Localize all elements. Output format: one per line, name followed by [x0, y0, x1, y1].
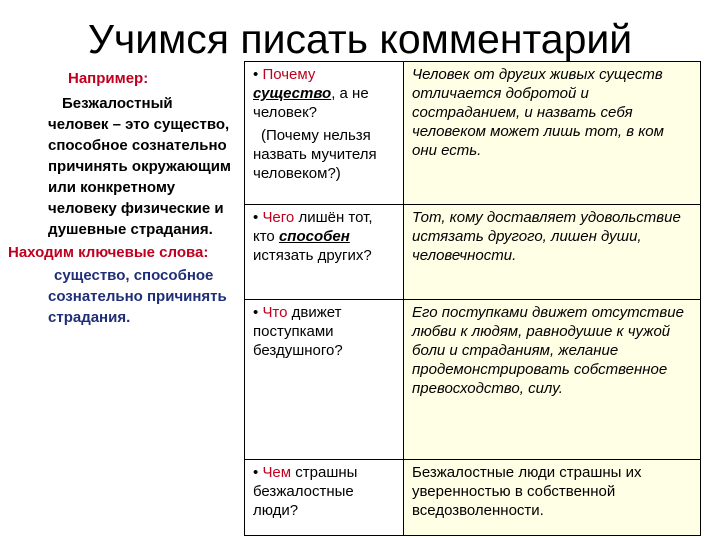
page-title: Учимся писать комментарий [87, 16, 633, 62]
question-highlight: Чего [262, 209, 295, 226]
bullet: • [253, 66, 259, 83]
table-row [245, 460, 701, 536]
question-cell [245, 205, 404, 300]
question-extra: (Почему нельзя назвать мучителя человеком?) [253, 127, 377, 182]
table-row [245, 205, 701, 300]
question-rest: истязать других? [253, 247, 372, 264]
bullet: • [253, 464, 259, 481]
question-rest: движет поступками бездушного? [253, 304, 343, 359]
question-answer-table [244, 61, 701, 536]
example-panel [8, 68, 236, 328]
answer-cell: Тот, кому доставляет удовольствие истязать другого, лишен души, человечности. [404, 205, 701, 300]
answer-cell: Безжалостные люди страшны их уверенностью в собственной вседозволенности. [404, 460, 701, 536]
table-row [245, 62, 701, 205]
keywords-text: существо, способное сознательно причинять страдания. [48, 267, 227, 326]
example-label: Например: [68, 70, 149, 87]
bullet: • [253, 304, 259, 321]
keywords-label: Находим ключевые слова: [8, 244, 209, 261]
definition-text: Безжалостный человек – это существо, способное сознательно причинять окружающим или конкретному человеку физические и душевные страдания. [48, 95, 232, 238]
answer-cell: Человек от других живых существ отличается добротой и состраданием, и назвать себя человеком может лишь тот, в ком они есть. [404, 62, 701, 205]
question-pre: лишён тот, кто [253, 209, 373, 245]
question-highlight: Почему [262, 66, 316, 83]
bullet: • [253, 209, 259, 226]
keyword: существо [253, 85, 332, 102]
question-highlight: Чем [262, 464, 292, 481]
keyword: способен [278, 228, 350, 245]
question-highlight: Что [262, 304, 288, 321]
question-rest: , а не человек? [253, 85, 369, 121]
table-row [245, 300, 701, 460]
question-cell [245, 62, 404, 205]
question-cell [245, 300, 404, 460]
answer-cell: Его поступками движет отсутствие любви к людям, равнодушие к чужой боли и страданиям, желание продемонстрировать собственное превосходство, силу. [404, 300, 701, 460]
question-rest: страшны безжалостные люди? [253, 464, 358, 519]
question-cell [245, 460, 404, 536]
